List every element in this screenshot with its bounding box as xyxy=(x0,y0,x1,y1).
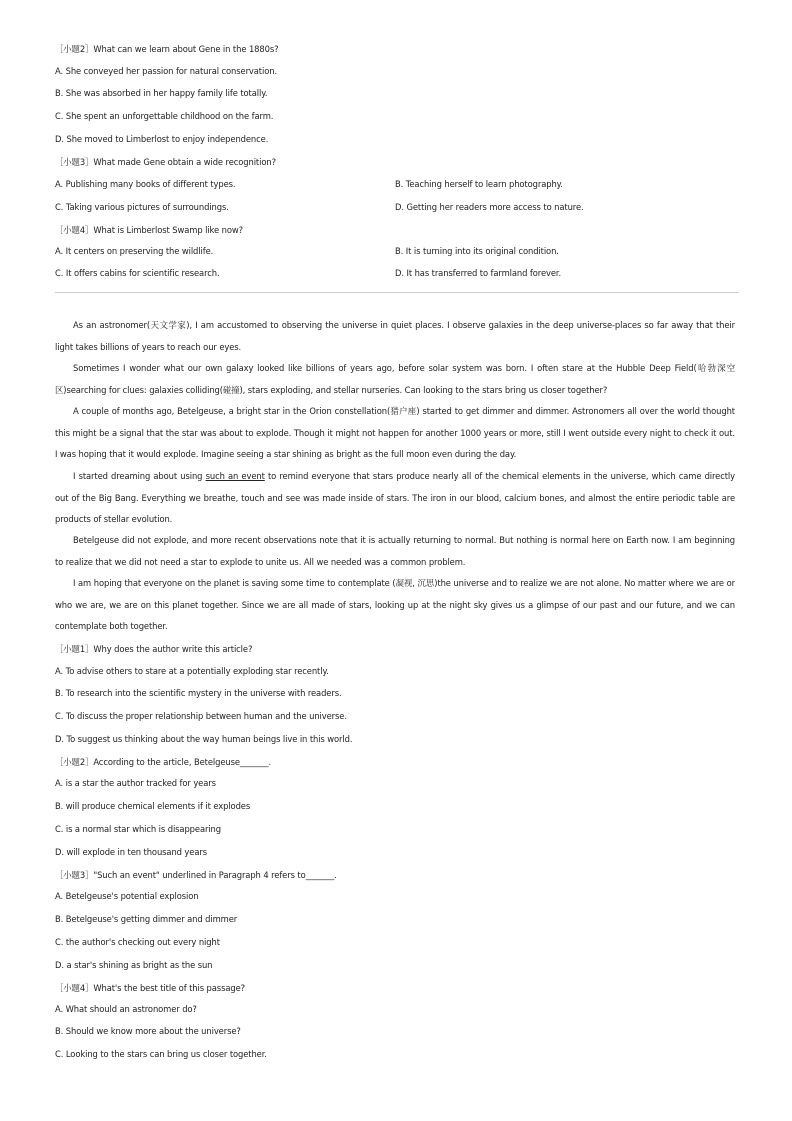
question-3b-stem: ［小题3］"Such an event" underlined in Paragraph 4 refers to_______. xyxy=(55,870,337,880)
paragraph-2-text: Sometimes I wonder what our own galaxy looked like billions of years ago, before solar system was born. I often stare at the Hubble Deep Field(哈勃深空区)searching for clues: galaxies colliding(碰撞), stars exploding, and stellar nurseries. Can looking to the stars bring us closer together? xyxy=(55,363,735,395)
paragraph-6-text: I am hoping that everyone on the planet is saving some time to contemplate (凝视, 沉思)the universe and to realize we are not alone. No matter where we are or who we are, we are on this planet together. Since we are all made of stars, looking up at the night sky gives us a glimpse of our past and our future, and we can contemplate both together. xyxy=(55,578,735,632)
paragraph-4-text-start: I started dreaming about using xyxy=(73,471,206,481)
question-1-option-d: D. To suggest us thinking about the way human beings live in this world. xyxy=(55,734,353,744)
question-2-option-a: A. She conveyed her passion for natural conservation. xyxy=(55,66,278,76)
question-3b-option-a: A. Betelgeuse's potential explosion xyxy=(55,891,199,901)
question-1-option-c: C. To discuss the proper relationship between human and the universe. xyxy=(55,711,347,721)
question-4-stem: ［小题4］What is Limberlost Swamp like now? xyxy=(55,225,243,235)
question-1-option-b: B. To research into the scientific mystery in the universe with readers. xyxy=(55,688,342,698)
question-3-option-c: C. Taking various pictures of surroundings. xyxy=(55,202,229,212)
question-1-option-a: A. To advise others to stare at a potentially exploding star recently. xyxy=(55,666,329,676)
question-3-option-b: B. Teaching herself to learn photography. xyxy=(395,179,563,189)
question-3b-option-c: C. the author's checking out every night xyxy=(55,937,220,947)
question-1-stem: ［小题1］Why does the author write this article? xyxy=(55,644,253,654)
passage-paragraph-4 xyxy=(55,466,735,531)
question-2-option-b: B. She was absorbed in her happy family life totally. xyxy=(55,88,268,98)
question-4-option-a: A. It centers on preserving the wildlife. xyxy=(55,246,214,256)
passage-paragraph-3 xyxy=(55,401,735,466)
question-4b-stem: ［小题4］What's the best title of this passage? xyxy=(55,983,245,993)
question-2b-option-b: B. will produce chemical elements if it explodes xyxy=(55,801,251,811)
question-3-option-d: D. Getting her readers more access to nature. xyxy=(395,202,584,212)
question-4-option-b: B. It is turning into its original condition. xyxy=(395,246,559,256)
paragraph-5-text: Betelgeuse did not explode, and more recent observations note that it is actually returning to normal. But nothing is normal here on Earth now. I am beginning to realize that we did not need a star to explode to unite us. All we needed was a common problem. xyxy=(55,535,735,567)
section-divider xyxy=(55,292,739,293)
passage-paragraph-1 xyxy=(55,315,735,358)
question-2-option-d: D. She moved to Limberlost to enjoy independence. xyxy=(55,134,269,144)
question-3b-option-d: D. a star's shining as bright as the sun xyxy=(55,960,213,970)
question-4b-option-b: B. Should we know more about the universe? xyxy=(55,1026,241,1036)
passage-paragraph-5 xyxy=(55,530,735,573)
question-4-option-c: C. It offers cabins for scientific research. xyxy=(55,268,220,278)
question-2-stem: ［小题2］What can we learn about Gene in the 1880s? xyxy=(55,44,279,54)
question-2b-stem: ［小题2］According to the article, Betelgeuse_______. xyxy=(55,757,272,767)
question-3-stem: ［小题3］What made Gene obtain a wide recognition? xyxy=(55,157,276,167)
question-4b-option-c: C. Looking to the stars can bring us closer together. xyxy=(55,1049,267,1059)
underlined-phrase: such an event xyxy=(205,471,265,481)
question-2b-option-d: D. will explode in ten thousand years xyxy=(55,847,207,857)
paragraph-1-text: As an astronomer(天文学家), I am accustomed to observing the universe in quiet places. I observe galaxies in the deep universe-places so far away that their light takes billions of years to reach our eyes. xyxy=(55,320,735,352)
question-4b-option-a: A. What should an astronomer do? xyxy=(55,1004,197,1014)
paragraph-3-text: A couple of months ago, Betelgeuse, a bright star in the Orion constellation(猎户座) started to get dimmer and dimmer. Astronomers all over the world thought this might be a signal that the star was about to explode. Though it might not happen for another 1000 years or more, still I went outside every night to check it out. I was hoping that it would explode. Imagine seeing a star shining as bright as the full moon even during the day. xyxy=(55,406,735,460)
question-2b-option-c: C. is a normal star which is disappearing xyxy=(55,824,221,834)
passage-paragraph-2 xyxy=(55,358,735,401)
paragraph-4-text-end: to remind everyone that stars produce nearly all of the chemical elements in the universe, which came directly out of the Big Bang. Everything we breathe, touch and see was made inside of stars. The iron in our blood, calcium bones, and almost the entire periodic table are products of stellar evolution. xyxy=(55,471,735,525)
question-3b-option-b: B. Betelgeuse's getting dimmer and dimmer xyxy=(55,914,238,924)
question-2-option-c: C. She spent an unforgettable childhood on the farm. xyxy=(55,111,274,121)
question-3-option-a: A. Publishing many books of different types. xyxy=(55,179,236,189)
question-2b-option-a: A. is a star the author tracked for years xyxy=(55,778,216,788)
question-4-option-d: D. It has transferred to farmland forever. xyxy=(395,268,562,278)
passage-paragraph-6 xyxy=(55,573,735,638)
